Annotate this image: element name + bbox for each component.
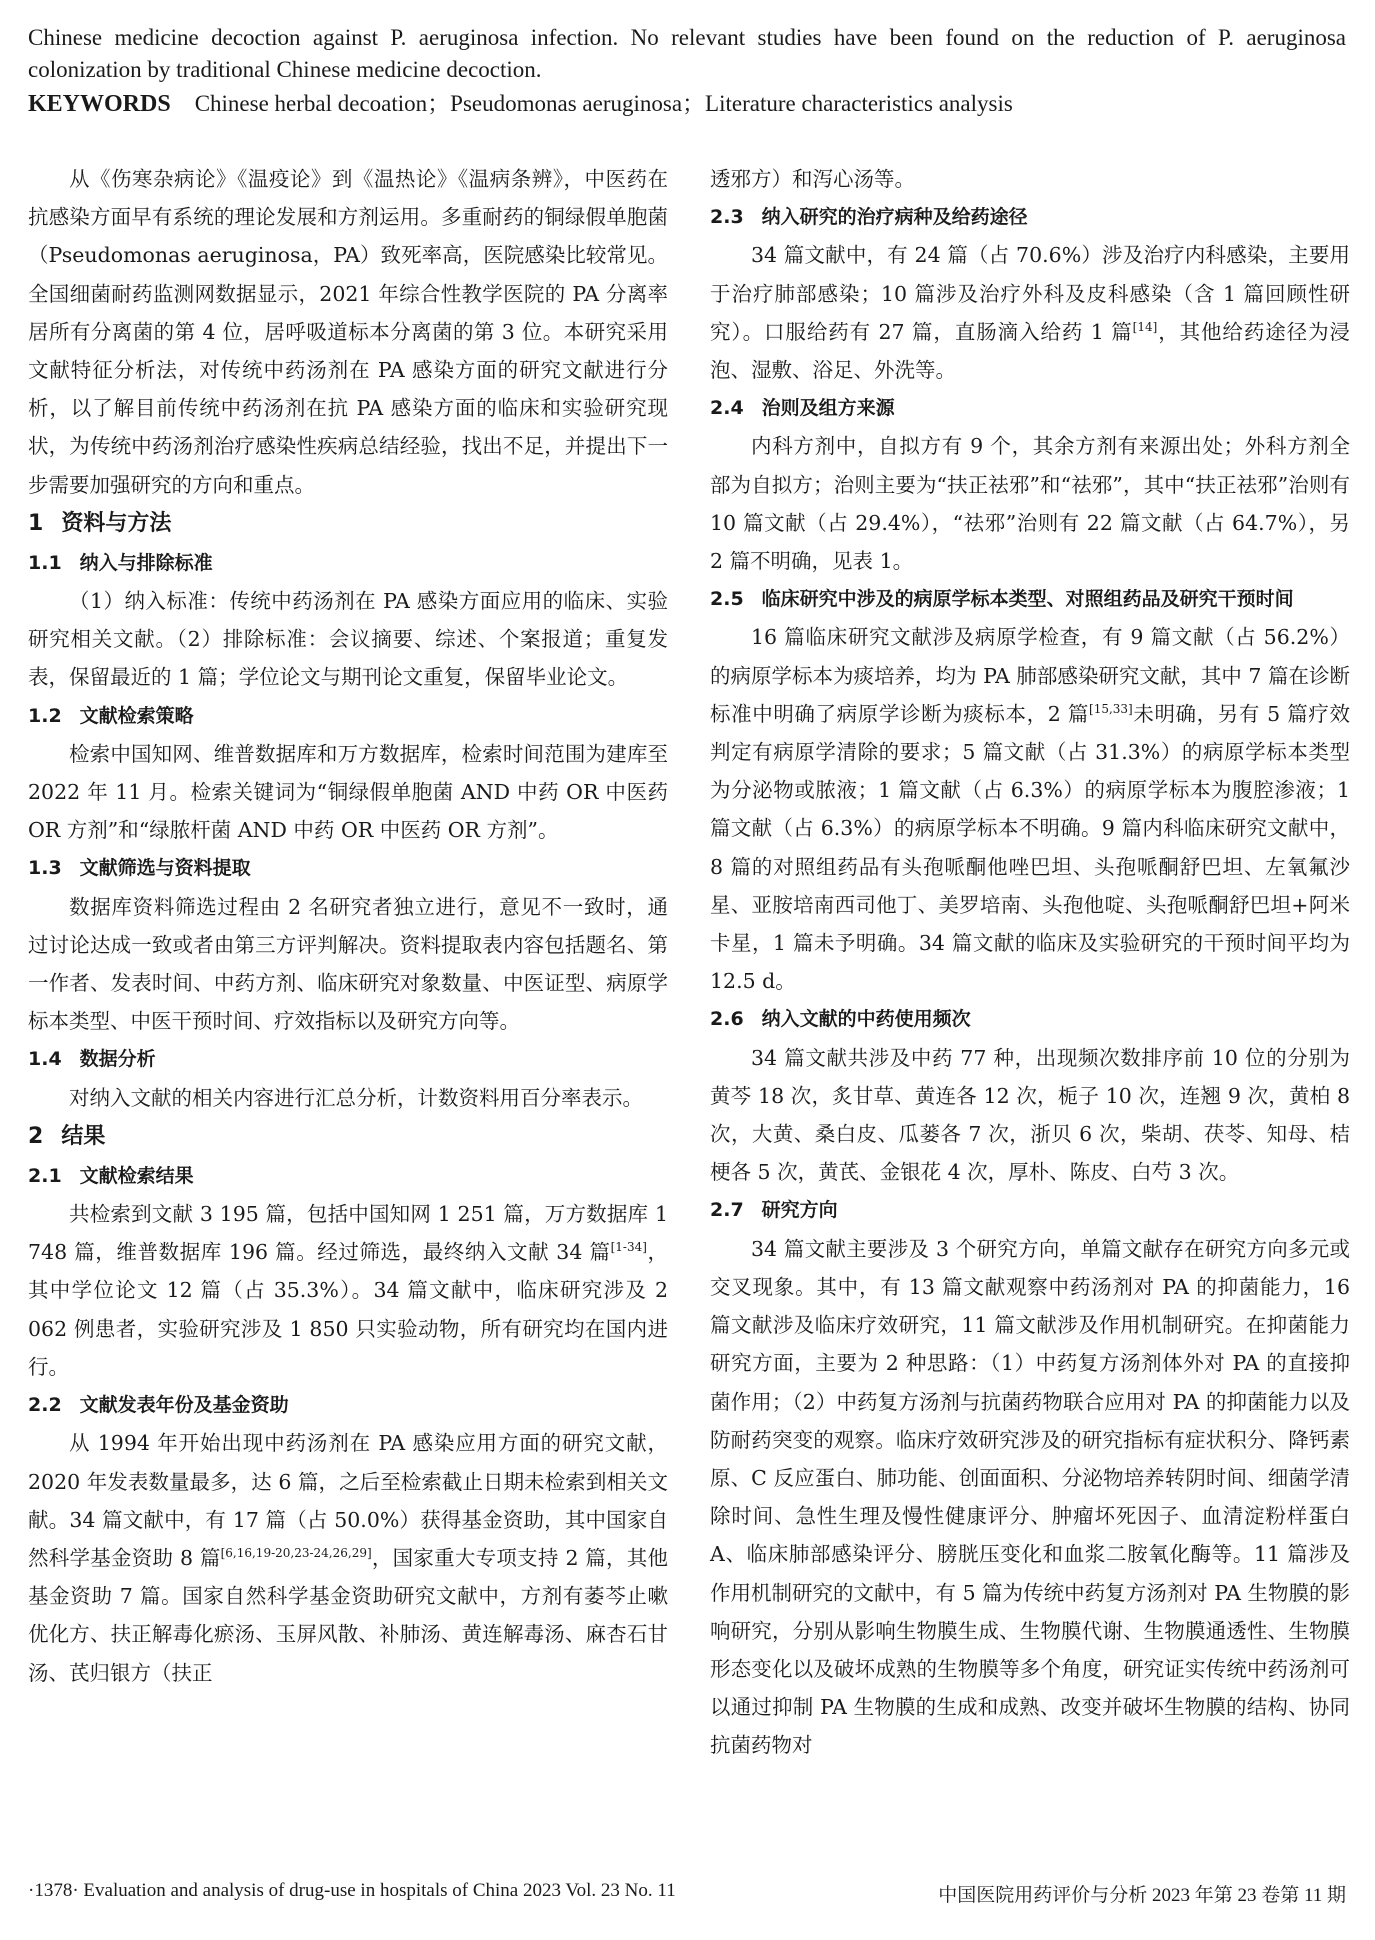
abstract-text: Chinese medicine decoction against P. aeruginosa infection. No relevant studies have been found on the reduction of P. aeruginosa colonization by traditional Chinese medicine decoction. (28, 25, 1346, 82)
section-2-4-heading: 2.4 治则及组方来源 (710, 397, 895, 420)
section-1-heading: 1 资料与方法 (28, 510, 172, 536)
citation: [1-34] (610, 1240, 647, 1255)
keywords-label: KEYWORDS (28, 91, 171, 117)
section-2-2-text: 从 1994 年开始出现中药汤剂在 PA 感染应用方面的研究文献，2020 年发表数量最多，达 6 篇，之后至检索截止日期未检索到相关文献。34 篇文献中，有 17 篇（占 50.0%）获得基金资助，其中国家自然科学基金资助 8 篇[6,16,19-20,23-24,26,29]，国家重大专项支持 2 篇，其他基金资助 7 篇。国家自然科学基金资助研究文献中，方剂有萎芩止嗽优化方、扶正解毒化瘀汤、玉屏风散、补肺汤、黄连解毒汤、麻杏石甘汤、芪归银方（扶正 (28, 1431, 669, 1685)
citation: [6,16,19-20,23-24,26,29] (220, 1546, 372, 1561)
section-2-3-heading: 2.3 纳入研究的治疗病种及给药途径 (710, 206, 1028, 229)
section-2-2-heading: 2.2 文献发表年份及基金资助 (28, 1394, 289, 1417)
section-2-7-heading: 2.7 研究方向 (710, 1199, 838, 1222)
left-column (28, 160, 668, 1692)
section-1-4-heading: 1.4 数据分析 (28, 1048, 156, 1071)
keywords-line (28, 88, 1346, 120)
section-2-7-text: 34 篇文献主要涉及 3 个研究方向，单篇文献存在研究方向多元或交叉现象。其中，有 13 篇文献观察中药汤剂对 PA 的抑菌能力，16 篇文献涉及临床疗效研究，11 篇文献涉及作用机制研究。在抑菌能力研究方面，主要为 2 种思路：（1）中药复方汤剂体外对 PA 的直接抑菌作用；（2）中药复方汤剂与抗菌药物联合应用对 PA 的抑菌能力以及防耐药突变的观察。临床疗效研究涉及的研究指标有症状积分、降钙素原、C 反应蛋白、肺功能、创面面积、分泌物培养转阴时间、细菌学清除时间、急性生理及慢性健康评分、肿瘤坏死因子、血清淀粉样蛋白 A、临床肺部感染评分、膀胱压变化和血浆二胺氧化酶等。11 篇涉及作用机制研究的文献中，有 5 篇为传统中药复方汤剂对 PA 生物膜的影响研究，分别从影响生物膜生成、生物膜代谢、生物膜通透性、生物膜形态变化以及破坏成熟的生物膜等多个角度，研究证实传统中药汤剂可以通过抑制 PA 生物膜的生成和成熟、改变并破坏生物膜的结构、协同抗菌药物对 (710, 1236, 1350, 1758)
citation: [14] (1132, 319, 1158, 334)
footer-right: 中国医院用药评价与分析 2023 年第 23 卷第 11 期 (938, 1885, 1346, 1906)
section-1-2-text: 检索中国知网、维普数据库和万方数据库，检索时间范围为建库至 2022 年 11 月。检索关键词为“铜绿假单胞菌 AND 中药 OR 中医药 OR 方剂”和“绿脓杆菌 AND 中药 OR 中医药 OR 方剂”。 (28, 741, 668, 843)
citation: [15,33] (1089, 702, 1133, 717)
continued-text: 透邪方）和泻心汤等。 (710, 167, 915, 191)
section-1-4-text: 对纳入文献的相关内容进行汇总分析，计数资料用百分率表示。 (69, 1085, 643, 1110)
section-2-5-text: 16 篇临床研究文献涉及病原学检查，有 9 篇文献（占 56.2%）的病原学标本为痰培养，均为 PA 肺部感染研究文献，其中 7 篇在诊断标准中明确了病原学诊断为痰标本，2 篇[15,33]未明确，另有 5 篇疗效判定有病原学清除的要求；5 篇文献（占 31.3%）的病原学标本类型为分泌物或脓液；1 篇文献（占 6.3%）的病原学标本为腹腔渗液；1 篇文献（占 6.3%）的病原学标本不明确。9 篇内科临床研究文献中，8 篇的对照组药品有头孢哌酮他唑巴坦、头孢哌酮舒巴坦、左氧氟沙星、亚胺培南西司他丁、美罗培南、头孢他啶、头孢哌酮舒巴坦+阿米卡星，1 篇未予明确。34 篇文献的临床及实验研究的干预时间平均为 12.5 d。 (710, 625, 1351, 994)
keywords-text: Chinese herbal decoation；Pseudomonas aeruginosa；Literature characteristics analysis (194, 91, 1013, 116)
section-2-1-heading: 2.1 文献检索结果 (28, 1164, 194, 1187)
page-footer (28, 1880, 1346, 1907)
section-1-3-text: 数据库资料筛选过程由 2 名研究者独立进行，意见不一致时，通过讨论达成一致或者由第三方评判解决。资料提取表内容包括题名、第一作者、发表时间、中药方剂、临床研究对象数量、中医证型、病原学标本类型、中医干预时间、疗效指标以及研究方向等。 (28, 894, 668, 1034)
section-2-5-heading: 2.5 临床研究中涉及的病原学标本类型、对照组药品及研究干预时间 (710, 588, 1294, 611)
section-2-heading: 2 结果 (28, 1123, 106, 1149)
section-2-4-text: 内科方剂中，自拟方有 9 个，其余方剂有来源出处；外科方剂全部为自拟方；治则主要为“扶正祛邪”和“祛邪”，其中“扶正祛邪”治则有 10 篇文献（占 29.4%），“祛邪”治则有 22 篇文献（占 64.7%），另 2 篇不明确，见表 1。 (710, 434, 1350, 574)
intro-paragraph: 从《伤寒杂病论》《温疫论》到《温热论》《温病条辨》，中医药在抗感染方面早有系统的理论发展和方剂运用。多重耐药的铜绿假单胞菌（Pseudomonas aeruginosa，PA）致死率高，医院感染比较常见。全国细菌耐药监测网数据显示，2021 年综合性教学医院的 PA 分离率居所有分离菌的第 4 位，居呼吸道标本分离菌的第 3 位。本研究采用文献特征分析法，对传统中药汤剂在 PA 感染方面的研究文献进行分析，以了解目前传统中药汤剂在抗 PA 感染方面的临床和实验研究现状，为传统中药汤剂治疗感染性疾病总结经验，找出不足，并提出下一步需要加强研究的方向和重点。 (28, 167, 668, 497)
section-2-6-heading: 2.6 纳入文献的中药使用频次 (710, 1008, 971, 1031)
section-1-3-heading: 1.3 文献筛选与资料提取 (28, 857, 251, 880)
section-1-2-heading: 1.2 文献检索策略 (28, 704, 194, 727)
footer-left: ·1378· Evaluation and analysis of drug-use in hospitals of China 2023 Vol. 23 No. 11 (28, 1880, 676, 1901)
abstract-tail (28, 22, 1346, 120)
section-1-1-heading: 1.1 纳入与排除标准 (28, 551, 213, 574)
section-2-1-text: 共检索到文献 3 195 篇，包括中国知网 1 251 篇，万方数据库 1 748 篇，维普数据库 196 篇。经过筛选，最终纳入文献 34 篇[1-34]，其中学位论文 12 篇（占 35.3%）。34 篇文献中，临床研究涉及 2 062 例患者，实验研究涉及 1 850 只实验动物，所有研究均在国内进行。 (28, 1202, 668, 1379)
section-2-3-text: 34 篇文献中，有 24 篇（占 70.6%）涉及治疗内科感染，主要用于治疗肺部感染；10 篇涉及治疗外科及皮科感染（含 1 篇回顾性研究）。口服给药有 27 篇，直肠滴入给药 1 篇[14]，其他给药途径为浸泡、湿敷、浴足、外洗等。 (710, 243, 1351, 383)
section-2-6-text: 34 篇文献共涉及中药 77 种，出现频次数排序前 10 位的分别为黄芩 18 次，炙甘草、黄连各 12 次，栀子 10 次，连翘 9 次，黄柏 8 次，大黄、桑白皮、瓜蒌各 7 次，浙贝 6 次，柴胡、茯苓、知母、桔梗各 5 次，黄芪、金银花 4 次，厚朴、陈皮、白芍 3 次。 (710, 1045, 1350, 1185)
right-column (710, 160, 1350, 1765)
section-1-1-text: （1）纳入标准：传统中药汤剂在 PA 感染方面应用的临床、实验研究相关文献。（2）排除标准：会议摘要、综述、个案报道；重复发表，保留最近的 1 篇；学位论文与期刊论文重复，保留毕业论文。 (28, 589, 668, 690)
